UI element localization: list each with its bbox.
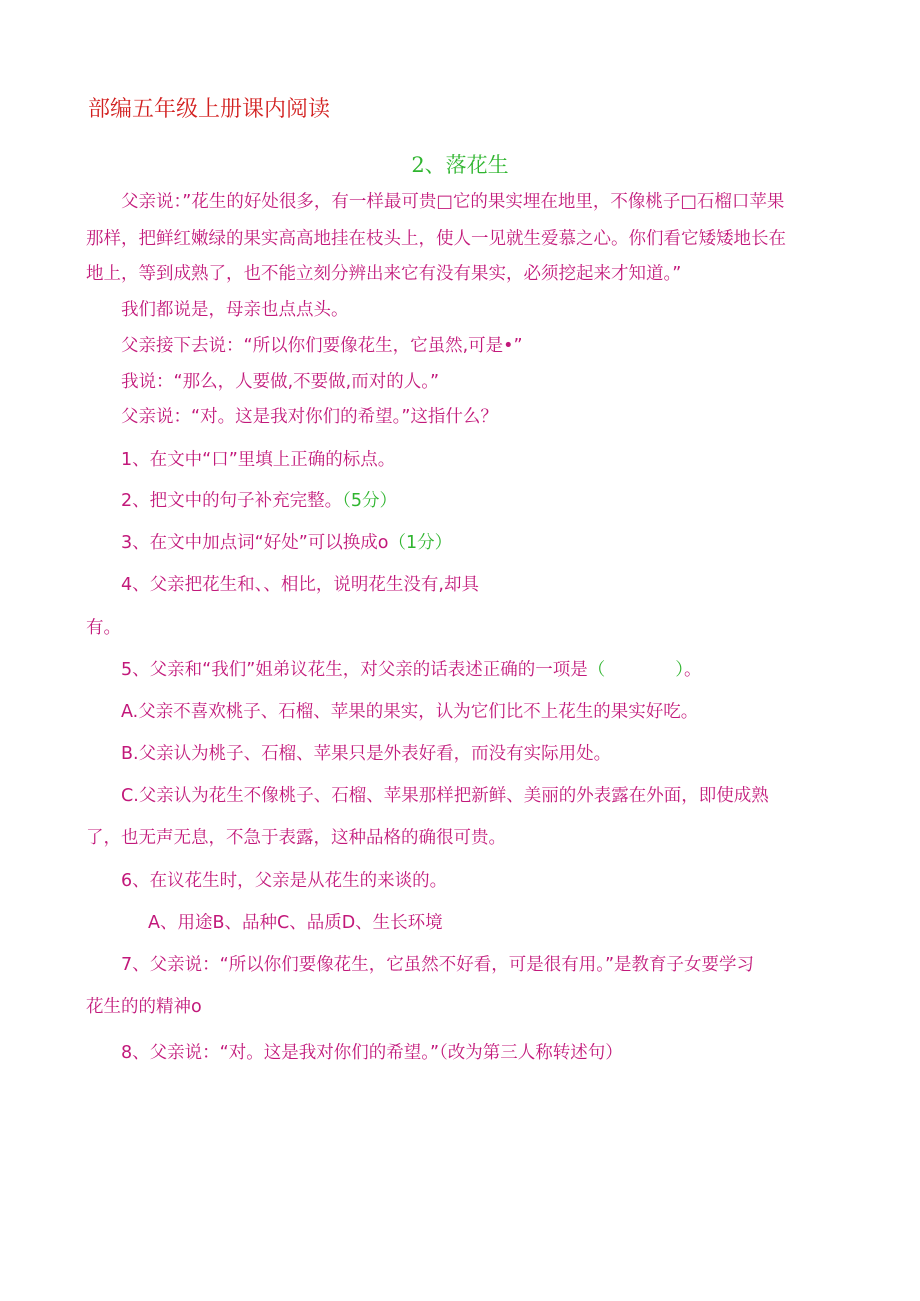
question-5-open-paren: （ — [587, 660, 606, 680]
question-5-option-b: B.父亲认为桃子、石榴、苹果只是外表好看，而没有实际用处。 — [121, 744, 612, 764]
question-2-score: （5分） — [342, 491, 398, 511]
question-5-option-a: A.父亲不喜欢桃子、石榴、苹果的果实，认为它们比不上花生的果实好吃。 — [121, 702, 699, 722]
question-6-options: A、用途B、品种C、品质D、生长环境 — [148, 913, 443, 933]
question-4-line-1: 4、父亲把花生和、、相比，说明花生没有,却具 — [121, 575, 479, 595]
question-7-line-1: 7、父亲说：“所以你们要像花生，它虽然不好看，可是很有用。”是教育子女要学习 — [121, 955, 755, 975]
passage-paragraph-2: 我们都说是，母亲也点点头。 — [121, 300, 349, 320]
question-2-text: 2、把文中的句子补充完整。 — [121, 491, 343, 511]
question-3-text: 3、在文中加点词“好处”可以换成o — [121, 533, 389, 553]
question-5-option-c-line-1: C.父亲认为花生不像桃子、石榴、苹果那样把新鲜、美丽的外表露在外面，即使成熟 — [121, 786, 769, 806]
question-2 — [121, 489, 397, 513]
passage-paragraph-1-line-3: 地上，等到成熟了，也不能立刻分辨出来它有没有果实，必须挖起来才知道。” — [86, 264, 682, 284]
lesson-title: 2、落花生 — [411, 153, 509, 177]
question-4-line-2: 有。 — [86, 618, 121, 638]
question-1: 1、在文中“口”里填上正确的标点。 — [121, 450, 396, 470]
document-header: 部编五年级上册课内阅读 — [88, 97, 331, 122]
question-3 — [121, 531, 452, 555]
question-7-line-2: 花生的的精神o — [86, 997, 202, 1017]
passage-paragraph-4: 我说：“那么，人要做,不要做,而对的人。” — [121, 372, 440, 392]
question-5-end: 。 — [684, 660, 702, 680]
question-8: 8、父亲说：“对。这是我对你们的希望。”（改为第三人称转述句） — [121, 1043, 623, 1063]
question-5-text: 5、父亲和“我们”姐弟议花生，对父亲的话表述正确的一项是 — [121, 660, 588, 680]
question-5-option-c-line-2: 了，也无声无息，不急于表露，这种品格的确很可贵。 — [86, 828, 506, 848]
question-5 — [121, 658, 702, 682]
passage-paragraph-1-line-2: 那样，把鲜红嫩绿的果实高高地挂在枝头上，使人一见就生爱慕之心。你们看它矮矮地长在 — [86, 229, 786, 249]
question-5-close-paren: ） — [675, 660, 685, 680]
passage-paragraph-5: 父亲说：“对。这是我对你们的希望。”这指什么？ — [121, 407, 498, 427]
passage-paragraph-1-line-1: 父亲说：”花生的好处很多，有一样最可贵□它的果实埋在地里，不像桃子□石榴口苹果 — [121, 192, 785, 212]
question-6: 6、在议花生时，父亲是从花生的来谈的。 — [121, 871, 448, 891]
passage-paragraph-3: 父亲接下去说：“所以你们要像花生，它虽然,可是•” — [121, 336, 523, 356]
question-3-score: （1分） — [388, 533, 453, 553]
